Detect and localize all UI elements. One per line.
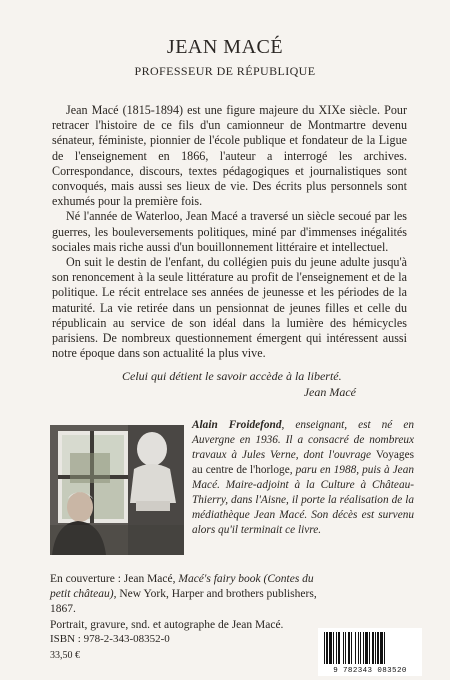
author-photo-illustration <box>50 425 184 555</box>
author-bio-part-2: , paru en 1988, puis à Jean Macé. Maire-adjoint à la Culture à Château-Thierry, dans l'Aisne, il porte la réalisation de la médiathèque Jean Macé. Son décès est survenu alors qu'il terminait ce livre. <box>192 464 414 536</box>
barcode-digits: 9 782343 083520 <box>333 667 407 675</box>
book-title: JEAN MACÉ <box>166 36 284 58</box>
blurb <box>52 103 407 361</box>
author-name: Alain Froidefond <box>192 419 282 431</box>
author-bio-book-title: Voyages au centre de l'horloge <box>192 449 414 476</box>
cover-credit-line-2: Portrait, gravure, snd. et autographe de Jean Macé. <box>50 618 284 631</box>
author-bio-part-1: , enseignant, est né en Auvergne en 1936. Il a consacré de nombreux travaux à Jules Verne, dont l'ouvrage <box>192 419 414 461</box>
barcode-bars <box>318 628 422 666</box>
book-subtitle: PROFESSEUR DE RÉPUBLIQUE <box>134 64 316 78</box>
price: 33,50 € <box>50 650 80 661</box>
blurb-paragraph-2: Né l'année de Waterloo, Jean Macé a traversé un siècle secoué par les guerres, les bouleversements politiques, miné par d'immenses inégalités sociales mais riche aussi d'un bouillonnement littéraire et intellectuel. <box>52 209 407 254</box>
cover-credit <box>50 572 320 633</box>
author-bio <box>192 418 414 538</box>
epigraph <box>122 368 382 400</box>
epigraph-text: Celui qui détient le savoir accède à la liberté. <box>122 369 342 383</box>
epigraph-attribution: Jean Macé <box>303 385 356 399</box>
blurb-paragraph-1: Jean Macé (1815-1894) est une figure majeure du XIXe siècle. Pour retracer l'histoire de ce fils d'un camionneur de Montmartre devenu sénateur, féministe, pionnier de l'école publique et fondateur de la Ligue de l'enseignement en 1866, l'auteur a interrogé les archives. Correspondance, discours, textes pédagogiques et journalistiques sont convoqués, mais aussi ses lieux de vie. Des écrits plus personnels sont exhumés pour la première fois. <box>52 103 407 209</box>
author-photo <box>50 425 184 555</box>
cover-credit-work-title: Macé's fairy book (Contes du petit château) <box>50 573 314 601</box>
blurb-paragraph-3: On suit le destin de l'enfant, du collégien puis du jeune adulte jusqu'à son renoncement à la seule littérature au profit de l'enseignement et de la politique. Le récit entrelace ses années de jeunesse et les périodes de la maturité. La vie retirée dans un pensionnat de jeunes filles et celle du républicain au service de son idéal dans la lumière des hémicycles parisiens. De nombreux questionnement émergent qui intéressent aussi notre époque dans son actualité la plus vive. <box>52 255 407 361</box>
isbn: ISBN : 978-2-343-08352-0 <box>50 633 170 645</box>
cover-credit-rest: , New York, Harper and brothers publishers, 1867. <box>50 588 317 616</box>
cover-credit-prefix: En couverture : Jean Macé, <box>50 573 179 585</box>
